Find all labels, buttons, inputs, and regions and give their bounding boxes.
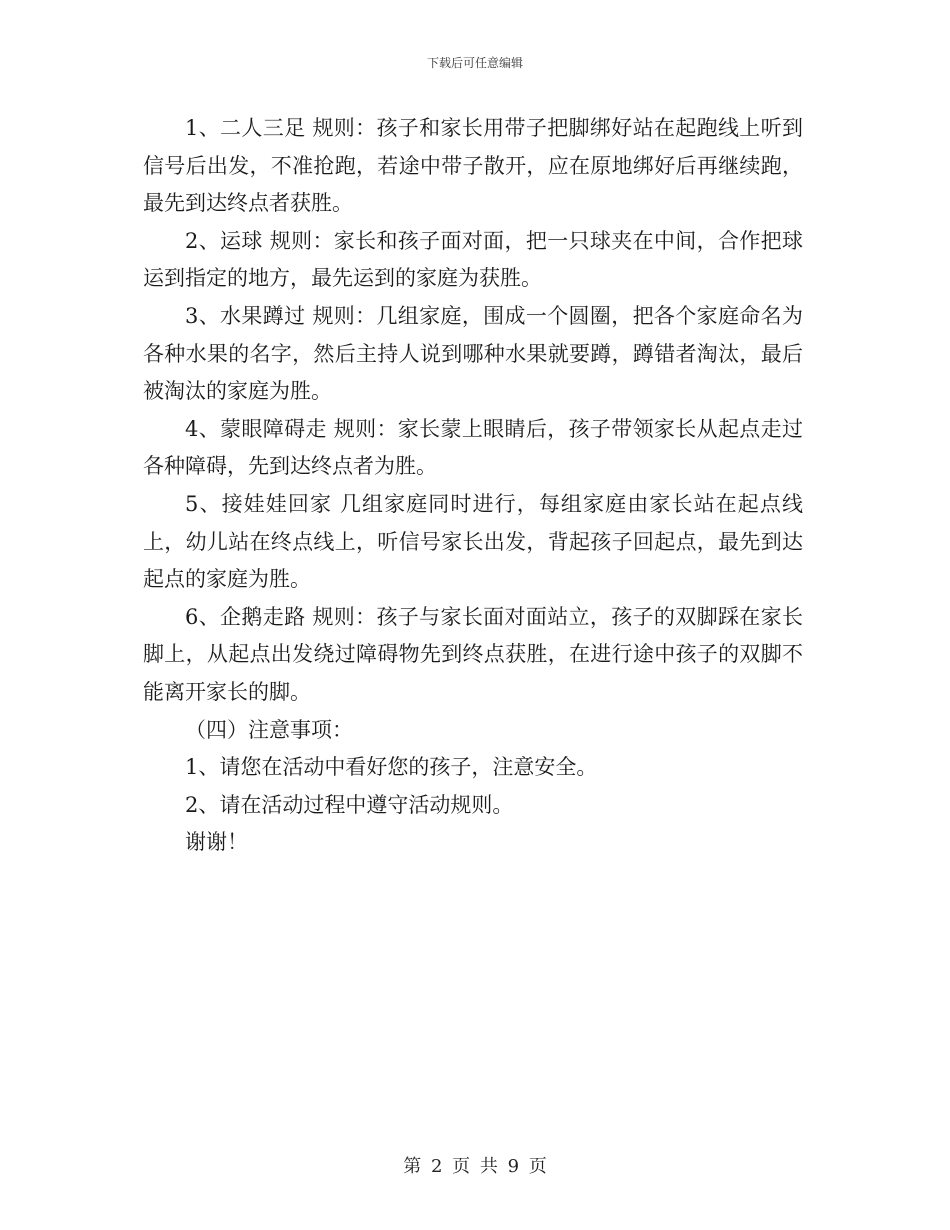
paragraph-rule-1: 1、二人三足 规则：孩子和家长用带子把脚绑好站在起跑线上听到信号后出发，不准抢跑，若途中带子散开，应在原地绑好后再继续跑，最先到达终点者获胜。 bbox=[143, 116, 803, 216]
paragraph-rule-2: 2、运球 规则：家长和孩子面对面，把一只球夹在中间，合作把球运到指定的地方，最先运到的家庭为获胜。 bbox=[143, 228, 803, 291]
note-item-2: 2、请在活动过程中遵守活动规则。 bbox=[185, 792, 514, 817]
closing-thanks: 谢谢！ bbox=[185, 830, 248, 855]
page-header: 下载后可任意编辑 bbox=[426, 56, 523, 70]
document-body bbox=[143, 110, 803, 862]
section-heading-notes: （四）注意事项： bbox=[185, 717, 353, 742]
page-number-footer: 第 2 页 共 9 页 bbox=[403, 1156, 547, 1177]
paragraph-rule-6: 6、企鹅走路 规则：孩子与家长面对面站立，孩子的双脚踩在家长脚上，从起点出发绕过障碍物先到终点获胜，在进行途中孩子的双脚不能离开家长的脚。 bbox=[143, 604, 803, 704]
paragraph-rule-3: 3、水果蹲过 规则：几组家庭，围成一个圆圈，把各个家庭命名为各种水果的名字，然后主持人说到哪种水果就要蹲，蹲错者淘汰，最后被淘汰的家庭为胜。 bbox=[143, 303, 803, 404]
paragraph-rule-5: 5、接娃娃回家 几组家庭同时进行，每组家庭由家长站在起点线上，幼儿站在终点线上，听信号家长出发，背起孩子回起点，最先到达起点的家庭为胜。 bbox=[143, 491, 803, 592]
note-item-1: 1、请您在活动中看好您的孩子，注意安全。 bbox=[185, 755, 598, 780]
paragraph-rule-4: 4、蒙眼障碍走 规则：家长蒙上眼睛后，孩子带领家长从起点走过各种障碍，先到达终点者为胜。 bbox=[143, 416, 803, 479]
